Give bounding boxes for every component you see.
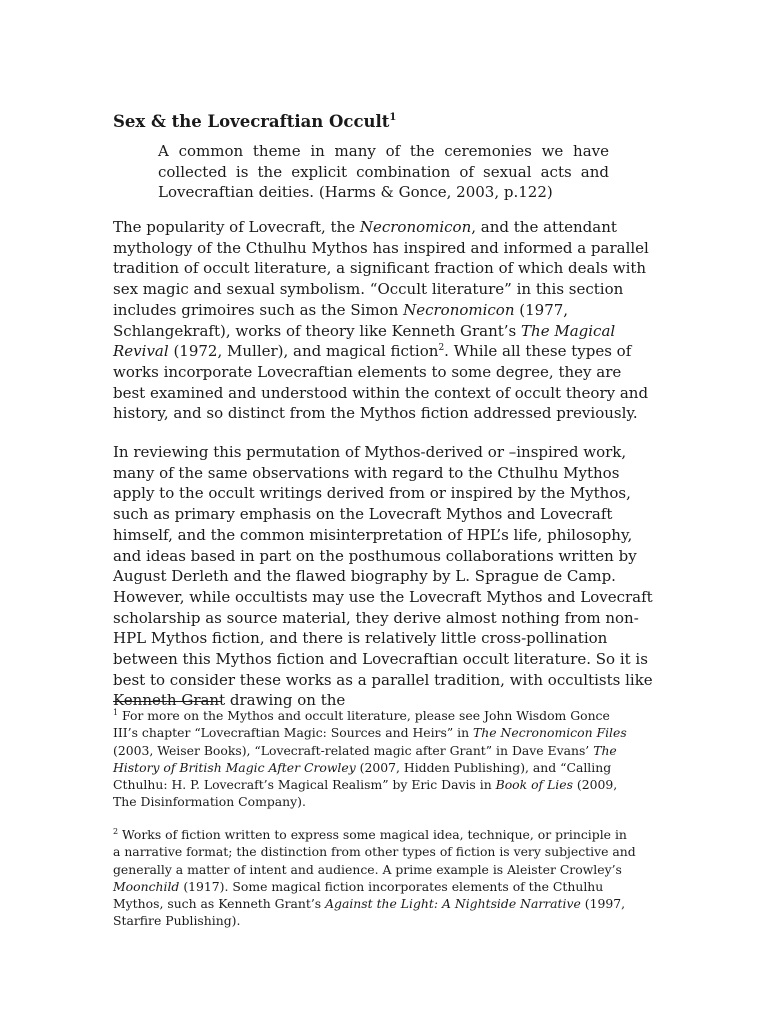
italic-title: The Necronomicon Files xyxy=(473,725,627,741)
italic-title: Book of Lies xyxy=(495,777,573,793)
text-run: (2009, The Disinformation Company). xyxy=(113,777,618,810)
epigraph-quote: A common theme in many of the ceremonies we have collected is the explicit combination of sexual acts and Lovecraftian deities. (Harms & Gonce, 2003, p.122) xyxy=(158,142,609,202)
body-paragraph-2: In reviewing this permutation of Mythos-derived or –inspired work, many of the same observations with regard to the Cthulhu Mythos apply to the occult writings derived from or inspired by the Mythos, such as primary emphasis on the Lovecraft Mythos and Lovecraft himself, and the common misinterpretation of HPL’s life, philosophy, and ideas based in part on the posthumous collaborations written by August Derleth and the flawed biography by L. Sprague de Camp. However, while occultists may use the Lovecraft Mythos and Lovecraft scholarship as source material, they derive almost nothing from non-HPL Mythos fiction, and there is relatively little cross-pollination between this Mythos fiction and Lovecraftian occult literature. So it is best to consider these works as a parallel tradition, with occultists like Kenneth Grant drawing on the xyxy=(113,443,653,710)
footnote-ref-1[interactable]: 1 xyxy=(389,112,397,123)
text-run: . While all these types of works incorporate Lovecraftian elements to some degree, they are best examined and understood within the context of occult theory and history, and so distinct from the Mythos fiction addressed previously. xyxy=(113,342,649,423)
text-run: (1972, Muller), and magical fiction xyxy=(168,342,439,361)
text-run: , and the attendant mythology of the Cthulhu Mythos has inspired and informed a parallel tradition of occult literature, a significant fraction of which deals with sex magic and sexual symbolism. “Occult literature” in this section includes grimoires such as the Simon xyxy=(113,218,649,319)
text-run: Works of fiction written to express some magical idea, technique, or principle in a narrative format; the distinction from other types of fiction is very subjective and generally a matter of intent and audience. A prime example is Aleister Crowley’s xyxy=(113,827,636,877)
text-run: For more on the Mythos and occult literature, please see John Wisdom Gonce III’s chapter “Lovecraftian Magic: Sources and Heirs” in xyxy=(113,708,610,741)
italic-title: Necronomicon xyxy=(359,218,472,236)
heading-title: Sex & the Lovecraftian Occult xyxy=(113,112,390,131)
footnote-2 xyxy=(113,826,638,930)
footnote-ref-2[interactable]: 2 xyxy=(438,343,445,354)
italic-title: Against the Light: A Nightside Narrative xyxy=(325,896,581,912)
italic-title: Moonchild xyxy=(113,878,180,894)
footnote-number: 1 xyxy=(113,708,119,717)
text-run: The popularity of Lovecraft, the xyxy=(113,218,360,236)
italic-title: Necronomicon xyxy=(403,300,515,319)
body-paragraph-1 xyxy=(113,217,658,424)
italic-title: The History of British Magic After Crowley xyxy=(113,742,617,775)
footnote-1 xyxy=(113,707,638,811)
text-run: (1997, Starfire Publishing). xyxy=(113,896,626,929)
text-run: (2007, Hidden Publishing), and “Calling Cthulhu: H. P. Lovecraft’s Magical Realism” by Eric Davis in xyxy=(113,759,612,793)
footnote-number: 2 xyxy=(113,827,119,836)
text-run: (1977, Schlangekraft), works of theory like Kenneth Grant’s xyxy=(113,300,569,340)
section-heading xyxy=(113,112,396,131)
text-run: (1917). Some magical fiction incorporates elements of the Cthulhu Mythos, such as Kenneth Grant’s xyxy=(113,878,604,912)
text-run: (2003, Weiser Books), “Lovecraft-related magic after Grant” in Dave Evans’ xyxy=(113,742,594,758)
italic-title: The Magical Revival xyxy=(113,321,616,361)
footnote-separator xyxy=(113,701,221,702)
